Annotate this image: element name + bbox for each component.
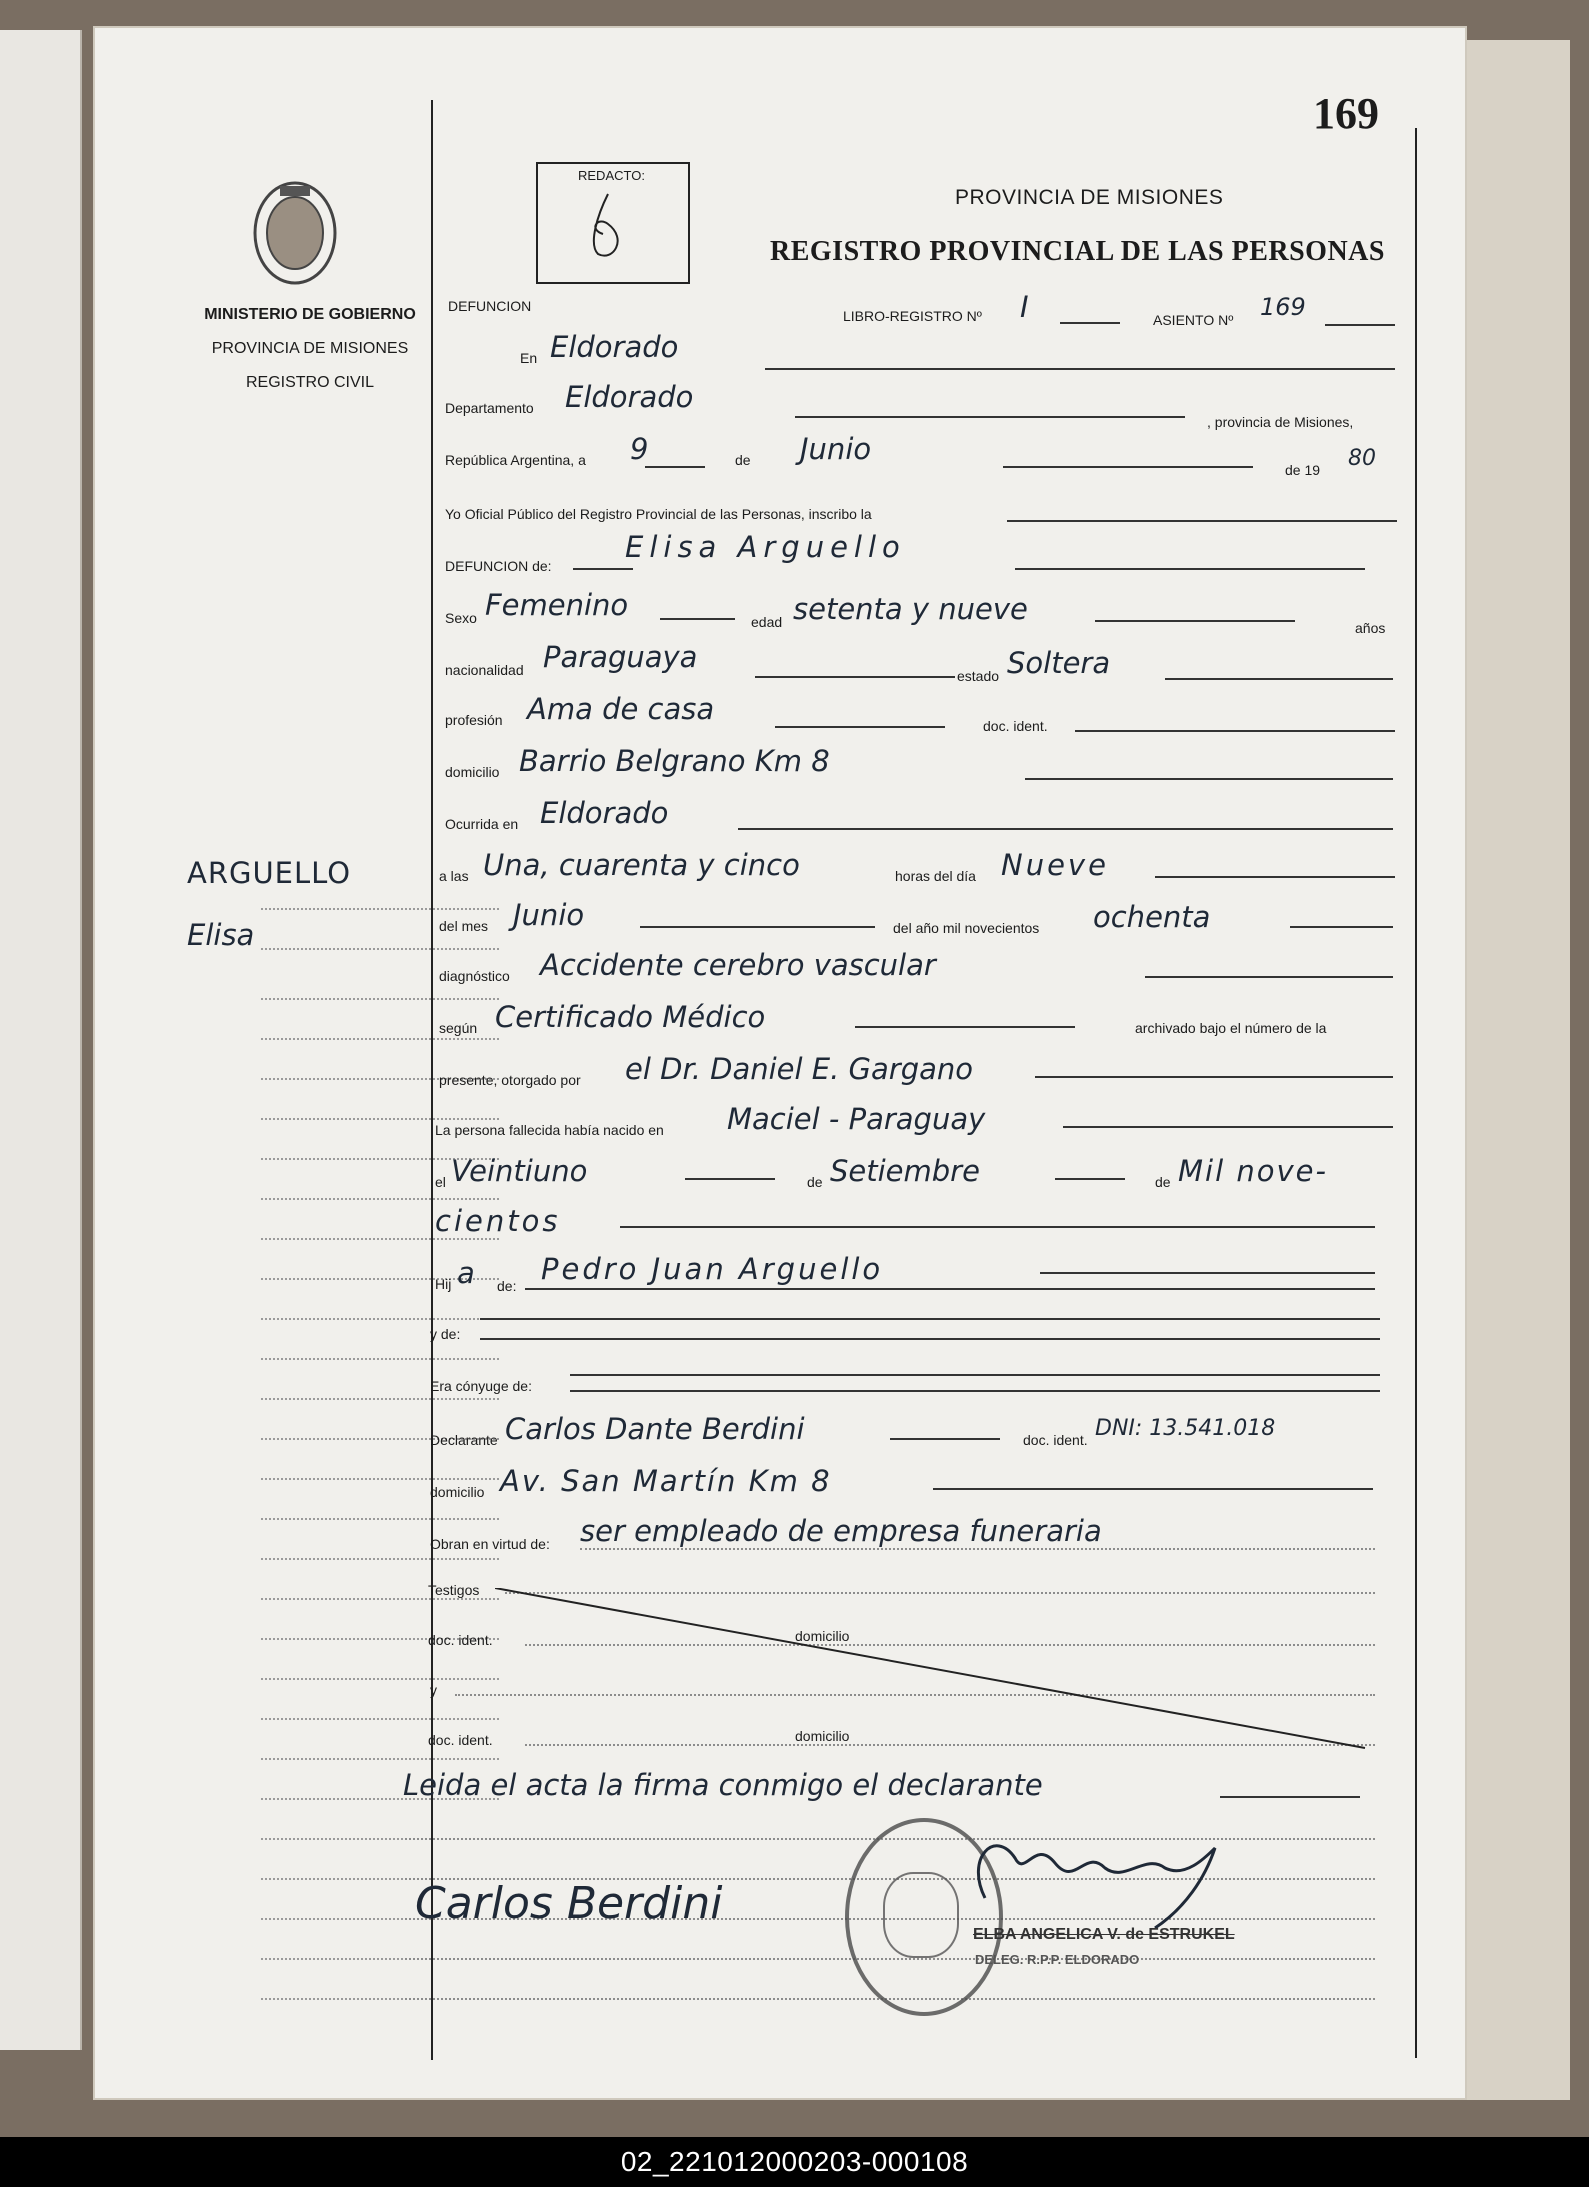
margin-given-name: Elisa [187, 918, 255, 952]
de-anio-label: de [1155, 1174, 1171, 1190]
header-province: PROVINCIA DE MISIONES [955, 186, 1224, 209]
initials-mark [568, 184, 648, 264]
declarante-value: Carlos Dante Berdini [505, 1412, 805, 1446]
right-rule [1415, 128, 1417, 2058]
redacto-label: REDACTO: [578, 168, 645, 183]
asiento-value: 169 [1260, 293, 1306, 321]
departamento-label: Departamento [445, 400, 534, 416]
sexo-value: Femenino [485, 588, 629, 622]
leida-statement: Leida el acta la firma conmigo el declarante [403, 1768, 1043, 1802]
left-page [0, 30, 82, 2050]
testigo1-doc-label: doc. ident. [428, 1632, 493, 1648]
nacido-value: Maciel - Paraguay [727, 1102, 986, 1136]
de-label: de [735, 452, 751, 468]
official-signature [955, 1818, 1235, 1938]
diagnostico-label: diagnóstico [439, 968, 510, 984]
presente-value: el Dr. Daniel E. Gargano [625, 1052, 974, 1086]
official-name: ELBA ANGELICA V. de ESTRUKEL [973, 1926, 1235, 1943]
coat-of-arms-icon [250, 178, 340, 288]
mes-value: Junio [513, 898, 585, 932]
estado-label: estado [957, 668, 1000, 684]
horas-label: horas del día [895, 868, 976, 884]
de19-label: de 19 [1285, 462, 1321, 478]
republica-label: República Argentina, a [445, 452, 586, 468]
de-mes-value: Setiembre [830, 1154, 980, 1188]
archivado-label: archivado bajo el número de la [1135, 1020, 1327, 1036]
testigo2-domicilio-label: domicilio [795, 1728, 850, 1744]
edad-label: edad [751, 614, 783, 630]
asiento-label: ASIENTO Nº [1153, 312, 1234, 328]
def-de-label: DEFUNCION de: [445, 558, 552, 574]
yde-label: y de: [430, 1326, 461, 1342]
ocurrida-label: Ocurrida en [445, 816, 519, 832]
redacto-box [536, 162, 690, 284]
testigo1-domicilio-label: domicilio [795, 1628, 850, 1644]
edad-value: setenta y nueve [793, 592, 1028, 626]
presente-label: presente, otorgado por [439, 1072, 581, 1088]
left-rule [431, 100, 433, 2060]
en-label: En [520, 350, 538, 366]
dec-domicilio-label: domicilio [430, 1484, 485, 1500]
side-ministry: MINISTERIO DE GOBIERNO [204, 306, 416, 323]
domicilio-value: Barrio Belgrano Km 8 [519, 744, 830, 778]
hij-de-label: de: [497, 1278, 517, 1294]
header-registry: REGISTRO PROVINCIAL DE LAS PERSONAS [770, 236, 1385, 267]
testigos-label: Testigos [428, 1582, 480, 1598]
dec-doc-value: DNI: 13.541.018 [1095, 1416, 1276, 1441]
y-label: y [430, 1682, 437, 1698]
anomil-value: ochenta [1093, 900, 1211, 934]
diagnostico-value: Accidente cerebro vascular [540, 948, 936, 982]
alas-value: Una, cuarenta y cinco [483, 848, 800, 882]
libro-value: I [1020, 290, 1029, 324]
register-page [95, 28, 1465, 2098]
caption-id: 02_221012000203-000108 [0, 2137, 1589, 2187]
anomil-label: del año mil novecientos [893, 920, 1040, 936]
profesion-value: Ama de casa [527, 692, 715, 726]
month-value: Junio [800, 432, 872, 466]
de-anio-value: Mil nove- [1178, 1154, 1328, 1188]
hij-value: Pedro Juan Arguello [541, 1252, 884, 1286]
conyuge-label: Era cónyuge de: [430, 1378, 532, 1394]
witness-strike-line [495, 1588, 1375, 1758]
defuncion-label: DEFUNCION [448, 298, 532, 314]
side-civil: REGISTRO CIVIL [245, 374, 375, 391]
def-de-value: Elisa Arguello [625, 530, 906, 564]
segun-label: según [439, 1020, 478, 1036]
nacionalidad-value: Paraguaya [543, 640, 698, 674]
nacido-label: La persona fallecida había nacido en [435, 1122, 664, 1138]
de-mes-label: de [807, 1174, 823, 1190]
alas-label: a las [439, 868, 469, 884]
anos-label: años [1355, 620, 1386, 636]
declarante-label: Declarante [430, 1432, 498, 1448]
declarant-signature: Carlos Berdini [415, 1878, 723, 1929]
oficial-label: Yo Oficial Público del Registro Provincial de las Personas, inscribo la [445, 506, 872, 522]
sexo-label: Sexo [445, 610, 477, 626]
el-value: Veintiuno [451, 1154, 588, 1188]
day-value: 9 [630, 432, 649, 466]
mes-label: del mes [439, 918, 489, 934]
hij-label: Hij [435, 1276, 452, 1292]
nacionalidad-label: nacionalidad [445, 662, 524, 678]
libro-label: LIBRO-REGISTRO Nº [843, 308, 982, 324]
dec-domicilio-value: Av. San Martín Km 8 [500, 1464, 832, 1498]
dec-doc-label: doc. ident. [1023, 1432, 1088, 1448]
margin-surname: ARGUELLO [187, 856, 352, 890]
doc-ident-label: doc. ident. [983, 718, 1048, 734]
hij-suffix: a [457, 1256, 475, 1290]
page-number: 169 [1313, 89, 1379, 138]
obran-label: Obran en virtud de: [430, 1536, 550, 1552]
profesion-label: profesión [445, 712, 503, 728]
el-label: el [435, 1174, 446, 1190]
segun-value: Certificado Médico [495, 1000, 766, 1034]
official-office: DELEG. R.P.P. ELDORADO [975, 1952, 1140, 1967]
testigo2-doc-label: doc. ident. [428, 1732, 493, 1748]
obran-value: ser empleado de empresa funeraria [580, 1514, 1102, 1548]
provincia-label: , provincia de Misiones, [1207, 414, 1354, 430]
side-province: PROVINCIA DE MISIONES [211, 340, 409, 357]
ocurrida-value: Eldorado [540, 796, 669, 830]
cientos-value: cientos [435, 1204, 561, 1238]
estado-value: Soltera [1007, 646, 1111, 680]
domicilio-label: domicilio [445, 764, 500, 780]
en-value: Eldorado [550, 330, 679, 364]
year-value: 80 [1348, 446, 1376, 471]
horas-value: Nueve [1001, 848, 1109, 882]
departamento-value: Eldorado [565, 380, 694, 414]
